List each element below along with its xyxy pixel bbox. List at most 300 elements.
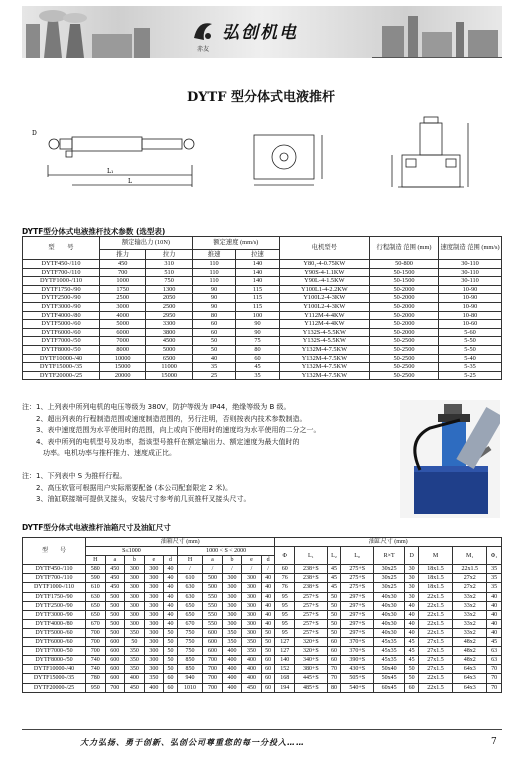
table-cell: 257+S — [294, 628, 327, 637]
table-cell: DYTF3000-/90 — [23, 610, 86, 619]
table-cell: 45 — [236, 363, 279, 372]
table-cell: DYTF2500-/90 — [23, 601, 86, 610]
table-cell: DYTF4000-/80 — [23, 311, 100, 320]
table-cell: 400 — [222, 665, 242, 674]
table-cell: 60 — [261, 656, 275, 665]
table-cell: 40 — [487, 592, 502, 601]
table-cell: 70 — [487, 674, 502, 683]
th2-sub: b — [222, 556, 242, 565]
table-cell: 50-1500 — [370, 268, 439, 277]
table-row — [23, 574, 502, 583]
table-cell: 300 — [222, 610, 242, 619]
table-cell: 115 — [236, 294, 279, 303]
table-cell: 6000 — [100, 328, 146, 337]
table-cell: 600 — [105, 674, 125, 683]
table-cell: 60x45 — [374, 683, 405, 692]
th2-s2: 1000 < S < 2000 — [177, 547, 275, 556]
table-cell: 63 — [487, 647, 502, 656]
table-cell: 30 — [405, 574, 419, 583]
table-cell: 300 — [144, 647, 164, 656]
table-cell: 630 — [177, 592, 202, 601]
th2-sub: e — [144, 556, 164, 565]
cylinder-end-view — [254, 135, 322, 185]
table-cell: 650 — [177, 601, 202, 610]
table-cell: 1000 — [100, 277, 146, 286]
table-cell: 320+S — [294, 647, 327, 656]
table-cell: 2050 — [146, 294, 192, 303]
table-cell: 76 — [275, 574, 295, 583]
table-row — [23, 638, 502, 647]
company-tag: 赤友 — [197, 46, 210, 53]
table-cell: 60 — [192, 328, 235, 337]
notes-2 — [22, 471, 250, 506]
table-cell: 60 — [164, 674, 178, 683]
table-cell: 22x1.5 — [418, 610, 452, 619]
table-cell: 257+S — [294, 601, 327, 610]
table-cell: Y80₁-4-0.75KW — [279, 260, 369, 269]
table-cell: 60 — [192, 320, 235, 329]
table-cell: 95 — [275, 610, 295, 619]
table-row — [23, 277, 502, 286]
table-cell: 4500 — [146, 337, 192, 346]
table-cell: 300 — [144, 592, 164, 601]
cylinder-side-view — [48, 137, 194, 187]
table-cell: 600 — [105, 647, 125, 656]
table-cell: 60 — [327, 656, 341, 665]
table-cell: 48x2 — [453, 656, 487, 665]
table-cell: 70 — [327, 665, 341, 674]
table-cell: 700 — [86, 628, 106, 637]
table-cell: 33x2 — [453, 628, 487, 637]
tech-params-table — [22, 236, 502, 380]
table-cell: 750 — [177, 628, 202, 637]
table-cell: 550 — [203, 592, 223, 601]
table-cell: 40 — [405, 610, 419, 619]
table-cell: 50-2500 — [370, 363, 439, 372]
table-cell: 50-2500 — [370, 371, 439, 380]
table-cell: 445+S — [294, 674, 327, 683]
th2-sub: d — [261, 556, 275, 565]
table-cell: 27x2 — [453, 574, 487, 583]
table-cell: 700 — [203, 674, 223, 683]
table-cell: 750 — [146, 277, 192, 286]
table-cell: 350 — [242, 638, 262, 647]
table-cell: 11000 — [146, 363, 192, 372]
page-title: DYTF 型分体式电液推杆 — [187, 90, 335, 105]
table-cell: 27x2 — [453, 583, 487, 592]
table-cell: 350 — [125, 665, 145, 674]
table-cell: 76 — [275, 583, 295, 592]
table-cell: 4000 — [100, 311, 146, 320]
table-cell: 45 — [487, 638, 502, 647]
table-cell: 40 — [164, 592, 178, 601]
table-cell: / — [242, 565, 262, 574]
header-banner — [22, 6, 502, 58]
th2-phi: Φ — [275, 547, 295, 565]
table-cell: 450 — [105, 565, 125, 574]
table-cell: 600 — [105, 656, 125, 665]
table-cell: 5-50 — [439, 337, 502, 346]
table-cell: 6500 — [146, 354, 192, 363]
table-cell: 700 — [203, 683, 223, 692]
table-row — [23, 647, 502, 656]
table-cell: 30 — [405, 565, 419, 574]
table-cell: 40 — [261, 601, 275, 610]
dimensions-body — [23, 565, 502, 692]
table-cell: 45x35 — [374, 656, 405, 665]
table-cell: 297+S — [341, 619, 374, 628]
table-row — [23, 601, 502, 610]
table-row — [23, 285, 502, 294]
table-cell: 30x25 — [374, 565, 405, 574]
table-cell: 297+S — [341, 610, 374, 619]
table-cell: 95 — [275, 592, 295, 601]
table-cell: 370+S — [341, 647, 374, 656]
table-cell: 700 — [203, 665, 223, 674]
table-cell: 3800 — [146, 328, 192, 337]
table-cell: 10-80 — [439, 311, 502, 320]
table-cell: 300 — [144, 628, 164, 637]
table-cell: 350 — [125, 656, 145, 665]
table-cell: 33x2 — [453, 601, 487, 610]
table-cell: 90 — [236, 328, 279, 337]
table-cell: 5-40 — [439, 354, 502, 363]
table-cell: 500 — [105, 610, 125, 619]
table-row — [23, 583, 502, 592]
table-cell: 140 — [275, 656, 295, 665]
dim-L1: L₁ — [107, 168, 114, 175]
th2-sub: H — [177, 556, 202, 565]
note-line: 4、表中所列的电机型号及功率，指该型号推杆在额定输出力、额定速度为最大值时的 — [22, 437, 300, 446]
note-line: 功率。电机功率与推杆推力、速度成正比。 — [22, 449, 176, 458]
table-cell: 50-2000 — [370, 302, 439, 311]
table-cell: 750 — [177, 638, 202, 647]
table-cell: 40x30 — [374, 601, 405, 610]
table-cell: 670 — [177, 619, 202, 628]
table-cell: DYTF20000-/25 — [23, 683, 86, 692]
table-cell: 110 — [192, 277, 235, 286]
table-cell: 300 — [125, 619, 145, 628]
table-cell: 50 — [164, 665, 178, 674]
table-cell: 500 — [203, 583, 223, 592]
table-cell: 90 — [192, 294, 235, 303]
table-cell: 370+S — [341, 638, 374, 647]
table-row — [23, 592, 502, 601]
table-cell: 40 — [487, 610, 502, 619]
th2-L2: L₂ — [327, 547, 341, 565]
table-cell: / — [222, 565, 242, 574]
table-cell: 50 — [192, 337, 235, 346]
table-cell: 400 — [222, 683, 242, 692]
table-cell: 510 — [146, 268, 192, 277]
table-cell: 35 — [192, 363, 235, 372]
table-cell: 300 — [144, 638, 164, 647]
company-name: 弘创机电 — [222, 23, 298, 43]
table-cell: 850 — [177, 665, 202, 674]
hydraulic-tank-view — [392, 117, 468, 187]
table-cell: 22x1.5 — [418, 619, 452, 628]
table-cell: 350 — [125, 628, 145, 637]
table-cell: 22x1.5 — [453, 565, 487, 574]
table-cell: Y132S-4-5.5KW — [279, 328, 369, 337]
table-cell: 64x3 — [453, 665, 487, 674]
table-cell: DYTF4000-/80 — [23, 619, 86, 628]
table-cell: 630 — [86, 592, 106, 601]
table-cell: 320+S — [294, 638, 327, 647]
table-cell: 95 — [275, 619, 295, 628]
table-cell: 60 — [327, 638, 341, 647]
table-cell: 45 — [405, 638, 419, 647]
table-cell: DYTF5000-/60 — [23, 628, 86, 637]
table-cell: 22x1.5 — [418, 683, 452, 692]
table-cell: 40 — [405, 601, 419, 610]
table-cell: 100 — [236, 311, 279, 320]
table-cell: 238+S — [294, 574, 327, 583]
table-cell: 140 — [236, 268, 279, 277]
th2-sub: e — [242, 556, 262, 565]
th2-model: 型 号 — [23, 538, 86, 565]
table-cell: 400 — [125, 674, 145, 683]
note-line: 3、油缸联接端可提供叉接头，安装尺寸参考前几页推杆叉接头尺寸。 — [22, 495, 251, 504]
table-cell: Y132M-4-7.5KW — [279, 363, 369, 372]
table-cell: 300 — [144, 619, 164, 628]
table-cell: 45 — [327, 583, 341, 592]
table-cell: 50 — [405, 665, 419, 674]
table-cell: 238+S — [294, 583, 327, 592]
table-cell: 500 — [105, 601, 125, 610]
table2-caption: DYTF型分体式电液推杆油箱尺寸及油缸尺寸 — [22, 523, 171, 532]
table-cell: 194 — [275, 683, 295, 692]
table-cell: 50-2000 — [370, 320, 439, 329]
table-cell: 1300 — [146, 285, 192, 294]
table-cell: 40 — [192, 354, 235, 363]
table-row — [23, 345, 502, 354]
table-cell: 45 — [327, 565, 341, 574]
table-row — [23, 363, 502, 372]
table-cell: 500 — [105, 619, 125, 628]
table-cell: 40 — [261, 583, 275, 592]
table-cell: DYTF450-/110 — [23, 260, 100, 269]
table-cell: 60 — [261, 683, 275, 692]
table-cell: Y100L2-4-3KW — [279, 302, 369, 311]
table-cell: 20000 — [100, 371, 146, 380]
table-cell: 40 — [487, 619, 502, 628]
table-cell: 400 — [242, 656, 262, 665]
table-cell: 30 — [405, 592, 419, 601]
th2-sub: a — [105, 556, 125, 565]
table-cell: 650 — [177, 610, 202, 619]
table-cell: 950 — [86, 683, 106, 692]
table-cell: 64x3 — [453, 683, 487, 692]
th-speed: 额定速度 (mm/s) — [192, 237, 279, 250]
table-cell: 50 — [164, 647, 178, 656]
table-cell: 70 — [327, 674, 341, 683]
table-cell: 700 — [100, 268, 146, 277]
table-cell: 40 — [164, 574, 178, 583]
table-cell: 40 — [164, 601, 178, 610]
table-cell: 700 — [86, 647, 106, 656]
table-cell: 300 — [222, 592, 242, 601]
table-cell: 400 — [144, 683, 164, 692]
th-force: 额定输出力 (10N) — [100, 237, 193, 250]
table-cell: 275+S — [341, 574, 374, 583]
table-cell: DYTF8000-/50 — [23, 345, 100, 354]
table-cell: 35 — [487, 574, 502, 583]
footer-divider — [22, 729, 502, 730]
table-cell: 60 — [164, 683, 178, 692]
table-cell: 40 — [164, 610, 178, 619]
table-cell: 300 — [125, 610, 145, 619]
table-cell: 27x1.5 — [418, 656, 452, 665]
table-cell: 300 — [125, 583, 145, 592]
table-cell: 33x2 — [453, 592, 487, 601]
table-cell: 30-110 — [439, 260, 502, 269]
table-cell: 50-2500 — [370, 354, 439, 363]
table-cell: 30 — [405, 583, 419, 592]
table-cell: 300 — [144, 565, 164, 574]
table-cell: 300 — [125, 601, 145, 610]
table-cell: DYTF6000-/60 — [23, 328, 100, 337]
table-cell: Y132S-4-5.5KW — [279, 337, 369, 346]
table-cell: 45 — [405, 656, 419, 665]
tech-params-body — [23, 260, 502, 380]
table-cell: 5000 — [100, 320, 146, 329]
table-row — [23, 302, 502, 311]
table-row — [23, 328, 502, 337]
th-speed-range: 速度制造 范围 (mm/s) — [439, 237, 502, 260]
table-cell: 18x1.5 — [418, 574, 452, 583]
table-cell: 50-1500 — [370, 277, 439, 286]
table-cell: 700 — [86, 638, 106, 647]
table-cell: 140 — [236, 260, 279, 269]
table-cell: 35 — [487, 565, 502, 574]
table-cell: 850 — [177, 656, 202, 665]
th2-D: D — [405, 547, 419, 565]
table-cell: / — [177, 565, 202, 574]
table-cell: 350 — [222, 638, 242, 647]
table-cell: 600 — [203, 628, 223, 637]
table-cell: 80 — [192, 311, 235, 320]
note-line: 2、高压软管可根据用户实际需要配备 (本公司配套限定 2 米)。 — [22, 483, 233, 492]
table-cell: DYTF10000-/40 — [23, 354, 100, 363]
table-cell: 238+S — [294, 565, 327, 574]
note-line: 注：1、下列表中 S 为推杆行程。 — [22, 472, 127, 480]
table-cell: 50 — [261, 638, 275, 647]
table-cell: 400 — [242, 665, 262, 674]
table-cell: 505+S — [341, 674, 374, 683]
table-cell: 297+S — [341, 601, 374, 610]
table-cell: 35 — [236, 371, 279, 380]
table-cell: 1750 — [100, 285, 146, 294]
dimensions-table — [22, 537, 502, 693]
table-cell: 50x45 — [374, 674, 405, 683]
table-cell: 75 — [236, 337, 279, 346]
table-cell: 340+S — [294, 656, 327, 665]
table-cell: 90 — [236, 320, 279, 329]
table-cell: 300 — [125, 592, 145, 601]
table-cell: 127 — [275, 638, 295, 647]
table-cell: 27x1.5 — [418, 665, 452, 674]
table-cell: 450 — [100, 260, 146, 269]
table-cell: 300 — [144, 601, 164, 610]
table-cell: 650 — [86, 610, 106, 619]
table-cell: 630 — [177, 583, 202, 592]
table-cell: 45x35 — [374, 638, 405, 647]
table-cell: 30-110 — [439, 277, 502, 286]
table-cell: 8000 — [100, 345, 146, 354]
dim-D: D — [32, 130, 37, 137]
th2-sub: H — [86, 556, 106, 565]
table-cell: 70 — [487, 683, 502, 692]
table-cell: 650 — [86, 601, 106, 610]
table-cell: 22x1.5 — [418, 601, 452, 610]
table-cell: 350 — [125, 647, 145, 656]
table-cell: 450 — [125, 683, 145, 692]
table-cell: 300 — [242, 574, 262, 583]
table-cell: 450 — [242, 683, 262, 692]
table-cell: 500 — [203, 574, 223, 583]
table-cell: 400 — [222, 674, 242, 683]
table-cell: DYTF1750-/90 — [23, 285, 100, 294]
table1-caption: DYTF型分体式电液推杆技术参数 (选型表) — [22, 227, 166, 236]
table-cell: 500 — [105, 592, 125, 601]
table-cell: 22x1.5 — [418, 592, 452, 601]
th2-L1: L₁ — [294, 547, 327, 565]
table-cell: 50-2000 — [370, 294, 439, 303]
table-cell: 45x35 — [374, 647, 405, 656]
table-row — [23, 371, 502, 380]
table-cell: Y132M-4-7.5KW — [279, 371, 369, 380]
table-cell: 10-90 — [439, 302, 502, 311]
table-cell: 610 — [177, 574, 202, 583]
th2-sub: b — [125, 556, 145, 565]
table-cell: 27x1.5 — [418, 638, 452, 647]
table-cell: 5-60 — [439, 328, 502, 337]
table-cell: 3000 — [100, 302, 146, 311]
table-cell: 30x25 — [374, 583, 405, 592]
table-cell: 115 — [236, 302, 279, 311]
table-cell: 5-25 — [439, 371, 502, 380]
table-cell: 380+S — [294, 665, 327, 674]
table-cell: 300 — [144, 574, 164, 583]
table-cell: 35 — [487, 583, 502, 592]
table-cell: 275+S — [341, 565, 374, 574]
table-cell: 50-2000 — [370, 311, 439, 320]
table-row — [23, 674, 502, 683]
table-cell: 60 — [327, 647, 341, 656]
table-cell: 450 — [105, 583, 125, 592]
table-row — [23, 628, 502, 637]
table-cell: 60 — [261, 674, 275, 683]
table-cell: 40x30 — [374, 619, 405, 628]
table-cell: Y132M-4-7.5KW — [279, 354, 369, 363]
table-cell: 110 — [192, 268, 235, 277]
dim-L: L — [128, 178, 132, 185]
table-cell: 40 — [261, 619, 275, 628]
table-cell: 40 — [261, 610, 275, 619]
table-cell: 300 — [144, 656, 164, 665]
th-pull-speed: 拉速 — [236, 250, 279, 260]
table-cell: 10-90 — [439, 294, 502, 303]
table-cell: 63 — [487, 656, 502, 665]
table-cell: 50 — [192, 345, 235, 354]
table-cell: 550 — [203, 619, 223, 628]
table-cell: 275+S — [341, 583, 374, 592]
table-row — [23, 354, 502, 363]
footer-slogan: 大力弘扬、勇于创新、弘创公司尊重您的每一分投入…… — [80, 738, 305, 747]
table-cell: 3300 — [146, 320, 192, 329]
technical-drawing — [32, 115, 492, 215]
